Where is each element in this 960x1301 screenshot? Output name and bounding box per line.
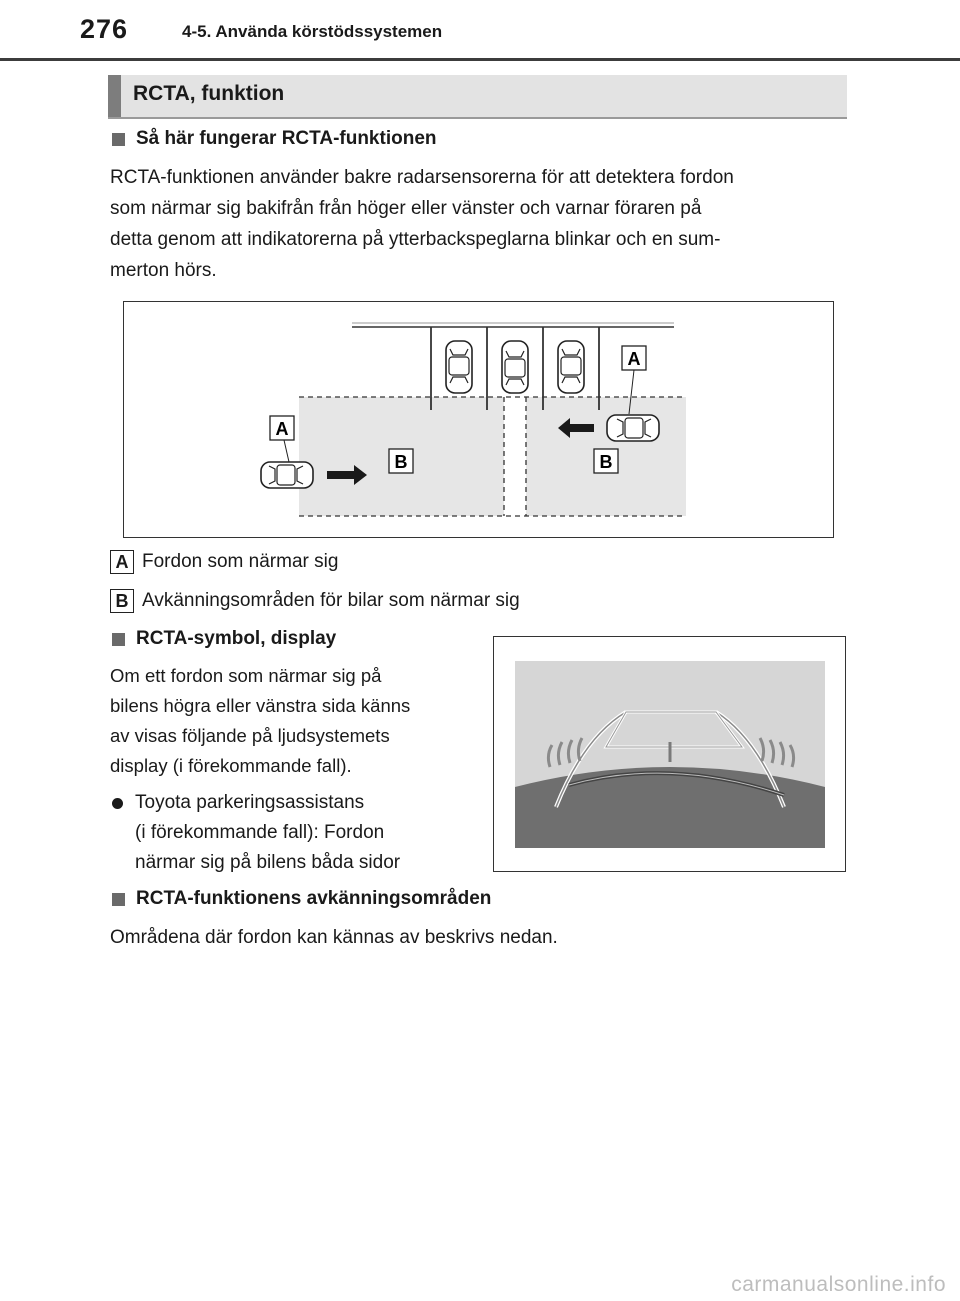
legend-item-b bbox=[110, 589, 520, 613]
subheading-how-it-works bbox=[112, 128, 437, 150]
subheading-text: RCTA-funktionens avkänningsområden bbox=[136, 888, 492, 909]
square-bullet-icon bbox=[112, 133, 125, 146]
areas-paragraph bbox=[110, 922, 558, 953]
paragraph-line: Områdena där fordon kan kännas av beskrivs nedan. bbox=[110, 927, 558, 948]
bullet-text bbox=[135, 788, 400, 878]
paragraph-line: RCTA-funktionen använder bakre radarsensorerna för att detektera fordon bbox=[110, 167, 734, 188]
display-paragraph bbox=[110, 661, 410, 781]
parked-car-icon bbox=[558, 341, 584, 393]
chapter-title: 4-5. Använda körstödssystemen bbox=[182, 22, 443, 41]
legend-text-a: Fordon som närmar sig bbox=[142, 551, 339, 572]
watermark: carmanualsonline.info bbox=[731, 1273, 946, 1296]
rcta-illustration bbox=[123, 301, 834, 538]
approaching-car-right-icon bbox=[607, 415, 659, 441]
subheading-text: RCTA-symbol, display bbox=[136, 628, 337, 649]
parking-lot-diagram bbox=[124, 302, 832, 536]
paragraph-line: display (i förekommande fall). bbox=[110, 755, 352, 776]
bullet-dot-icon bbox=[112, 798, 123, 809]
label-a-right: A bbox=[627, 349, 641, 369]
paragraph-line: Om ett fordon som närmar sig på bbox=[110, 665, 382, 686]
camera-display-illustration bbox=[493, 636, 846, 872]
label-a-left: A bbox=[275, 419, 289, 439]
bullet-line: Toyota parkeringsassistans bbox=[135, 792, 365, 813]
legend-text-b: Avkänningsområden för bilar som närmar sig bbox=[142, 590, 520, 611]
legend-item-a bbox=[110, 550, 338, 574]
subheading-text: Så här fungerar RCTA-funktionen bbox=[136, 128, 437, 149]
paragraph-line: av visas följande på ljudsystemets bbox=[110, 725, 390, 746]
how-it-works-paragraph bbox=[110, 162, 734, 286]
section-title-bar bbox=[108, 75, 121, 117]
subheading-display bbox=[112, 628, 336, 650]
header-rule bbox=[0, 58, 960, 61]
section-title-box bbox=[108, 75, 847, 119]
legend-key-a: A bbox=[110, 550, 134, 574]
square-bullet-icon bbox=[112, 893, 125, 906]
paragraph-line: bilens högra eller vänstra sida känns bbox=[110, 695, 411, 716]
bullet-line: (i förekommande fall): Fordon bbox=[135, 822, 385, 843]
label-b-left: B bbox=[394, 452, 408, 472]
label-b-right: B bbox=[599, 452, 613, 472]
paragraph-line: som närmar sig bakifrån från höger eller vänster och varnar föraren på bbox=[110, 198, 702, 219]
bullet-line: närmar sig på bilens båda sidor bbox=[135, 852, 401, 873]
subheading-areas bbox=[112, 888, 491, 910]
approaching-car-left-icon bbox=[261, 462, 313, 488]
own-car-icon bbox=[502, 341, 528, 393]
parked-car-icon bbox=[446, 341, 472, 393]
section-title: RCTA, funktion bbox=[133, 82, 285, 105]
bullet-item bbox=[112, 788, 400, 878]
legend-key-b: B bbox=[110, 589, 134, 613]
square-bullet-icon bbox=[112, 633, 125, 646]
rear-camera-screen bbox=[494, 637, 844, 870]
paragraph-line: detta genom att indikatorerna på ytterbackspeglarna blinkar och en sum- bbox=[110, 229, 721, 250]
page-number: 276 bbox=[80, 14, 129, 44]
paragraph-line: merton hörs. bbox=[110, 260, 217, 281]
